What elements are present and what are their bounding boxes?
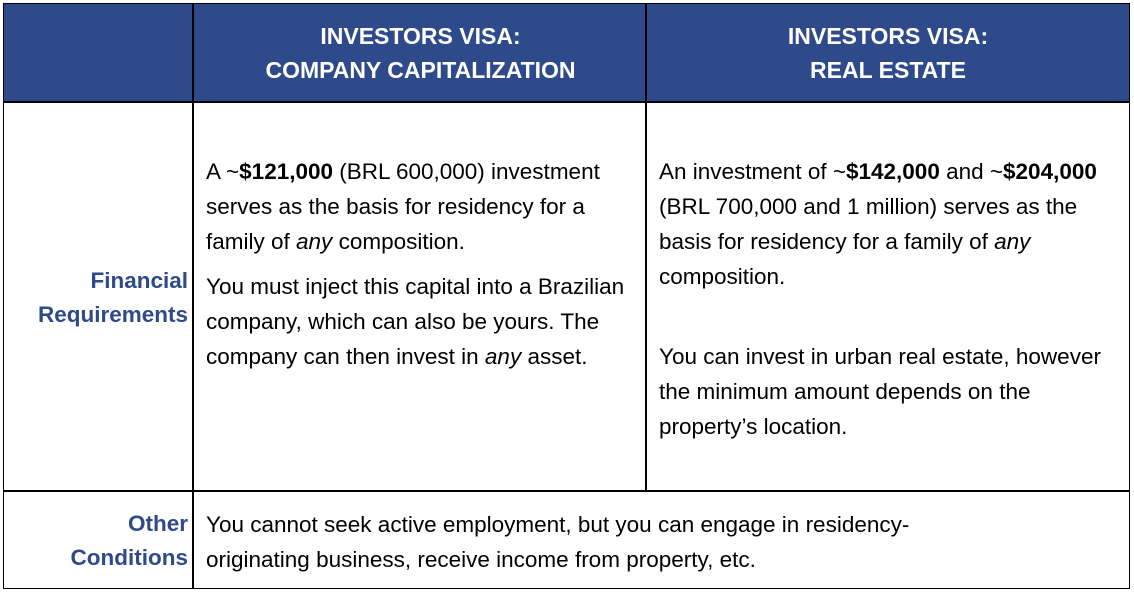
label-line1: Financial — [90, 268, 188, 293]
realestate-paragraph-2: You can invest in urban real estate, however the minimum amount depends on the property’s location. — [659, 344, 1101, 439]
text-segment: composition. — [332, 229, 465, 254]
company-paragraph-1 — [206, 154, 636, 259]
header-col2-line1: INVESTORS VISA: — [787, 22, 989, 49]
label-line2: Conditions — [70, 545, 188, 570]
text-segment: and ~ — [939, 159, 1004, 184]
emphasis-any: any — [296, 229, 333, 254]
header-col2-line2: REAL ESTATE — [810, 56, 966, 83]
column-divider-1 — [192, 4, 194, 588]
label-line1: Other — [127, 511, 188, 536]
other-conditions-text: You cannot seek active employment, but you can engage in residency-originating business, receive income from property, etc. — [206, 512, 910, 572]
label-line2: Requirements — [37, 302, 188, 327]
text-segment: composition. — [659, 264, 786, 289]
header-company-capitalization — [194, 4, 647, 101]
text-segment: (BRL 600,000) investment serves as the basis for residency for a family of — [206, 159, 600, 254]
cell-other-conditions — [206, 507, 1006, 577]
header-col1-line1: INVESTORS VISA: — [320, 22, 521, 49]
row-label-other-conditions — [4, 507, 188, 575]
column-divider-2 — [645, 4, 647, 491]
text-segment: A ~ — [206, 159, 240, 184]
emphasis-any: any — [484, 344, 522, 369]
amount-204000: $204,000 — [1003, 159, 1097, 184]
text-segment: An investment of ~ — [659, 159, 846, 184]
visa-comparison-table — [3, 3, 1130, 589]
row-divider — [4, 490, 1129, 492]
realestate-paragraph-1 — [659, 154, 1121, 294]
table-header — [4, 4, 1129, 101]
emphasis-any: any — [994, 229, 1031, 254]
cell-realestate-financial — [659, 154, 1121, 444]
text-segment: (BRL 700,000 and 1 million) serves as the basis for residency for a family of — [659, 194, 1078, 254]
amount-121000: $121,000 — [239, 159, 334, 184]
cell-company-financial — [206, 154, 636, 374]
text-segment: asset. — [521, 344, 588, 369]
amount-142000: $142,000 — [845, 159, 940, 184]
header-divider — [4, 101, 1129, 103]
text-segment: You must inject this capital into a Brazilian company, which can also be yours. The company can then invest in — [206, 274, 625, 369]
row-label-financial-requirements — [4, 264, 188, 332]
header-col1-line2: COMPANY CAPITALIZATION — [265, 56, 576, 83]
header-real-estate — [647, 4, 1129, 101]
company-paragraph-2 — [206, 269, 636, 374]
